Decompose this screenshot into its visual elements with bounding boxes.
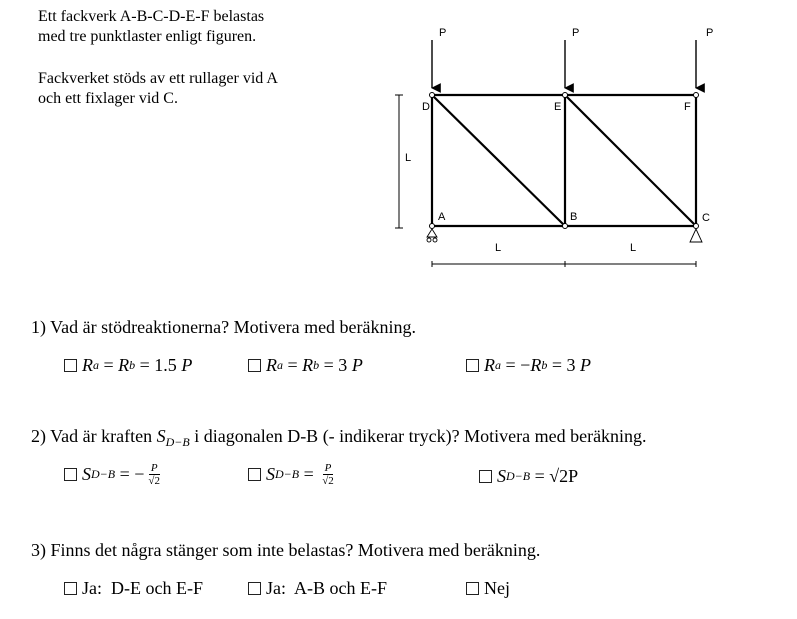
height-dimension	[395, 95, 403, 228]
q1-option-2[interactable]: R a = R b = 3 P	[248, 355, 363, 376]
node-label-C: C	[702, 212, 710, 224]
checkbox-icon[interactable]	[64, 359, 77, 372]
node-label-B: B	[570, 211, 578, 223]
node-label-D: D	[422, 101, 430, 113]
member-D-B	[432, 95, 565, 226]
fraction: $\frac{P}{√2}$	[322, 462, 334, 487]
intro-line: och ett fixlager vid C.	[38, 90, 178, 107]
checkbox-icon[interactable]	[64, 468, 77, 481]
truss-members	[432, 95, 696, 226]
joint-F	[694, 93, 699, 98]
height-label: L	[405, 152, 412, 164]
q3-option-2[interactable]: Ja: A-B och E-F	[248, 578, 387, 599]
q2-option-1[interactable]: S D−B = − $\frac{P}{√2}$	[64, 462, 164, 487]
load-label-E: P	[572, 27, 580, 39]
q3-option-1[interactable]: Ja: D-E och E-F	[64, 578, 203, 599]
truss-figure	[380, 18, 720, 268]
q3-option-3[interactable]: Nej	[466, 578, 510, 599]
node-label-A: A	[438, 211, 446, 223]
fraction: $\frac{P}{√2}$	[148, 462, 160, 487]
span-dimension	[432, 261, 696, 267]
question-3: 3) Finns det några stänger som inte belastas? Motivera med beräkning.	[31, 540, 541, 560]
node-label-F: F	[684, 101, 691, 113]
joint-B	[563, 224, 568, 229]
intro-line: med tre punktlaster enligt figuren.	[38, 28, 257, 45]
checkbox-icon[interactable]	[479, 470, 492, 483]
q2-option-3[interactable]: S D−B = √2P	[479, 466, 578, 487]
q1-option-1[interactable]: R a = R b = 1.5 P	[64, 355, 192, 376]
joint-A	[430, 224, 435, 229]
question-2: 2) Vad är kraften $S_{D-B}$ i diagonalen D-B (- indikerar tryck)? Motivera med beräkning.	[31, 426, 647, 449]
checkbox-icon[interactable]	[466, 582, 479, 595]
load-label-D: P	[439, 27, 447, 39]
load-label-F: P	[706, 27, 714, 39]
joint-D	[430, 93, 435, 98]
intro-line: Fackverket stöds av ett rullager vid A	[38, 70, 278, 87]
span-label-right: L	[630, 242, 637, 254]
checkbox-icon[interactable]	[64, 582, 77, 595]
q1-option-3[interactable]: R a = − R b = 3 P	[466, 355, 591, 376]
pin-support-C	[690, 229, 702, 242]
question-1: 1) Vad är stödreaktionerna? Motivera med beräkning.	[31, 317, 417, 337]
intro-paragraph-2	[38, 69, 338, 109]
joint-E	[563, 93, 568, 98]
checkbox-icon[interactable]	[248, 359, 261, 372]
q2-option-2[interactable]: S D−B = $\frac{P}{√2}$	[248, 462, 338, 487]
roller-support-A	[427, 229, 437, 242]
span-label-left: L	[495, 242, 502, 254]
checkbox-icon[interactable]	[466, 359, 479, 372]
checkbox-icon[interactable]	[248, 582, 261, 595]
intro-paragraph-1	[38, 7, 338, 47]
intro-line: Ett fackverk A-B-C-D-E-F belastas	[38, 8, 265, 25]
checkbox-icon[interactable]	[248, 468, 261, 481]
node-label-E: E	[554, 101, 562, 113]
joint-C	[694, 224, 699, 229]
member-E-C	[565, 95, 696, 226]
